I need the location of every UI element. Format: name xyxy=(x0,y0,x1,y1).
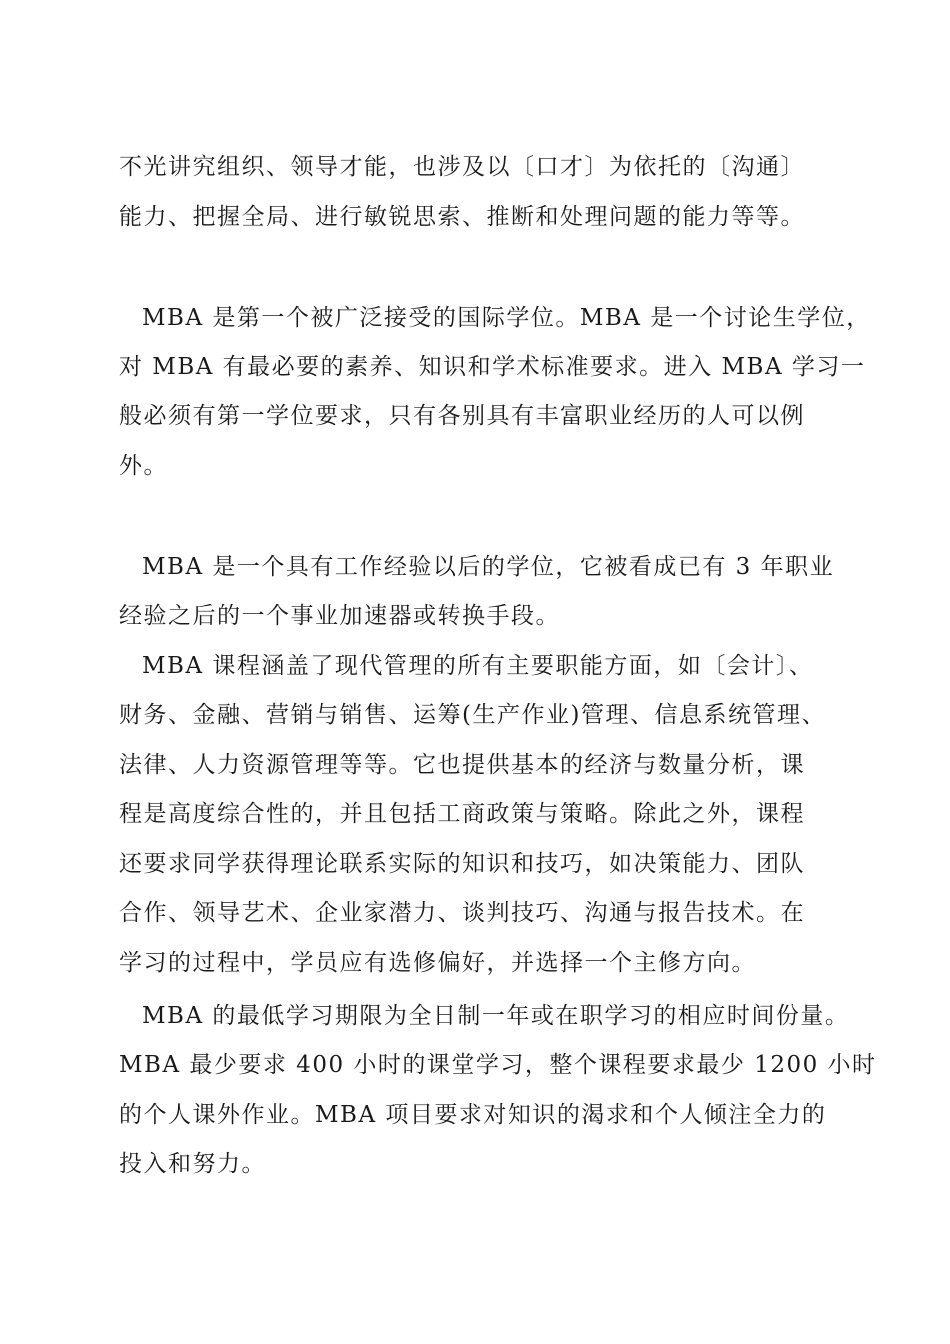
paragraph-4-line-6: 合作、领导艺术、企业家潜力、谈判技巧、沟通与报告技术。在 xyxy=(119,900,805,926)
paragraph-5-line-2: MBA 最少要求 400 小时的课堂学习，整个课程要求最少 1200 小时 xyxy=(119,1052,877,1078)
paragraph-2-line-3: 般必须有第一学位要求，只有各别具有丰富职业经历的人可以例 xyxy=(119,403,805,429)
paragraph-5-line-3: 的个人课外作业。MBA 项目要求对知识的渴求和个人倾注全力的 xyxy=(119,1102,827,1128)
paragraph-4-line-1: MBA 课程涵盖了现代管理的所有主要职能方面，如〔会计〕、 xyxy=(142,653,814,679)
paragraph-2-line-2: 对 MBA 有最必要的素养、知识和学术标准要求。进入 MBA 学习一 xyxy=(119,354,866,380)
paragraph-2-line-4: 外。 xyxy=(119,453,168,479)
paragraph-2-line-1: MBA 是第一个被广泛接受的国际学位。MBA 是一个讨论生学位， xyxy=(142,305,871,331)
paragraph-4-line-7: 学习的过程中，学员应有选修偏好，并选择一个主修方向。 xyxy=(119,950,756,976)
paragraph-5-line-4: 投入和努力。 xyxy=(119,1151,266,1177)
paragraph-4-line-4: 程是高度综合性的，并且包括工商政策与策略。除此之外，课程 xyxy=(119,801,805,827)
paragraph-3-line-1: MBA 是一个具有工作经验以后的学位，它被看成已有 3 年职业 xyxy=(142,554,835,580)
paragraph-5-line-1: MBA 的最低学习期限为全日制一年或在职学习的相应时间份量。 xyxy=(142,1003,850,1029)
paragraph-4-line-2: 财务、金融、营销与销售、运筹(生产作业)管理、信息系统管理、 xyxy=(119,702,826,728)
paragraph-1-line-1: 不光讲究组织、领导才能，也涉及以〔口才〕为依托的〔沟通〕 xyxy=(119,154,805,180)
paragraph-3-line-2: 经验之后的一个事业加速器或转换手段。 xyxy=(119,603,560,629)
paragraph-4-line-3: 法律、人力资源管理等等。它也提供基本的经济与数量分析，课 xyxy=(119,752,805,778)
paragraph-1-line-2: 能力、把握全局、进行敏锐思索、推断和处理问题的能力等等。 xyxy=(119,204,805,230)
paragraph-4-line-5: 还要求同学获得理论联系实际的知识和技巧，如决策能力、团队 xyxy=(119,851,805,877)
